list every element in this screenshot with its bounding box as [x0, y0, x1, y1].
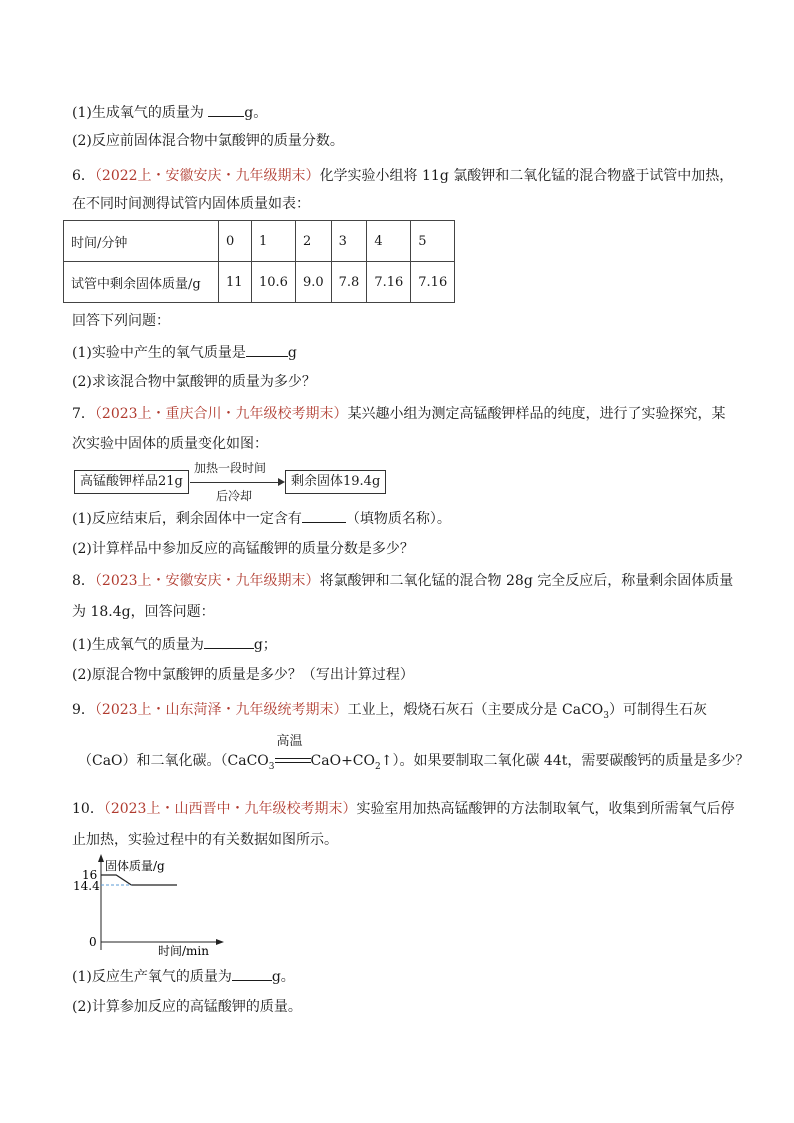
answer-blank[interactable] — [302, 508, 346, 523]
q10-mass-chart — [70, 850, 240, 960]
q9-source: （2023上・山东菏泽・九年级统考期末） — [94, 702, 348, 718]
table-cell: 5 — [411, 221, 455, 262]
y-tick-label: 0 — [89, 935, 97, 949]
q9-equation-line: （CaO）和二氧化碳。（CaCO$_3$ 高温 $CaO+CO_2↑$）。如果要制取二氧化碳 44t，需要碳酸钙的质量是多少？ — [78, 734, 750, 772]
table-row — [64, 221, 455, 262]
q6-source: （2022上・安徽安庆・九年级期末） — [94, 168, 320, 184]
x-axis-arrow-icon — [216, 939, 224, 945]
q10-source: （2023上・山西晋中・九年级校考期末） — [103, 801, 357, 817]
q8-part1: (1)生成氧气的质量为 g； — [72, 634, 277, 655]
table-cell: 2 — [295, 221, 331, 262]
q10-part1: (1)反应生产氧气的质量为 g。 — [72, 966, 295, 987]
q8-source: （2023上・安徽安庆・九年级期末） — [94, 573, 320, 589]
q6-stem: 6．（2022上・安徽安庆・九年级期末）化学实验小组将 11g 氯酸钾和二氧化锰的混合物盛于试管中加热， — [72, 168, 734, 184]
q6-stem-line2: 在不同时间测得试管内固体质量如表： — [72, 196, 310, 212]
flow-bottom-label: 后冷却 — [216, 489, 253, 503]
flow-top-label: 加热一段时间 — [194, 461, 267, 475]
q5-part2: (2)反应前固体混合物中氯酸钾的质量分数。 — [72, 133, 344, 149]
q9-stem: 9．（2023上・山东菏泽・九年级统考期末）工业上，煅烧石灰石（主要成分是 CaCO$_3$）可制得生石灰 — [72, 702, 707, 721]
q7-part1: (1)反应结束后，剩余固体中一定含有 （填物质名称）。 — [72, 508, 451, 529]
table-row — [64, 262, 455, 303]
table-cell: 0 — [219, 221, 252, 262]
q7-stem: 7．（2023上・重庆合川・九年级校考期末）某兴趣小组为测定高锰酸钾样品的纯度，进行了实验探究，某 — [72, 406, 726, 422]
table-cell: 10.6 — [252, 262, 296, 303]
table-cell: 3 — [331, 221, 367, 262]
answer-blank[interactable] — [232, 966, 272, 981]
y-axis-arrow-icon — [98, 854, 104, 862]
mass-series-line — [101, 875, 177, 885]
x-axis-label: 时间/min — [158, 944, 209, 958]
table-cell: 7.16 — [367, 262, 411, 303]
flow-arrow — [190, 482, 280, 483]
equals-bar — [275, 762, 311, 763]
y-tick-label: 14.4 — [73, 879, 100, 893]
table-cell: 4 — [367, 221, 411, 262]
answer-blank[interactable] — [204, 634, 254, 649]
q6-answer-prompt: 回答下列问题： — [72, 313, 170, 329]
answer-blank[interactable] — [208, 102, 244, 117]
q8-part2: (2)原混合物中氯酸钾的质量是多少？（写出计算过程） — [72, 667, 414, 683]
q10-stem-line2: 止加热，实验过程中的有关数据如图所示。 — [72, 832, 338, 848]
arrow-head-icon — [278, 478, 285, 486]
equals-bar — [275, 758, 311, 759]
q6-part2: (2)求该混合物中氯酸钾的质量为多少？ — [72, 374, 316, 390]
y-tick-label: 16 — [82, 868, 98, 882]
table-cell: 1 — [252, 221, 296, 262]
q6-data-table — [63, 220, 455, 303]
table-cell: 11 — [219, 262, 252, 303]
q7-stem-line2: 次实验中固体的质量变化如图： — [72, 436, 268, 452]
table-cell: 9.0 — [295, 262, 331, 303]
q10-part2: (2)计算参加反应的高锰酸钾的质量。 — [72, 999, 302, 1015]
q8-stem-line2: 为 18.4g，回答问题： — [72, 604, 215, 620]
reaction-condition — [275, 734, 311, 768]
q5-part1: (1)生成氧气的质量为 g。 — [72, 102, 267, 123]
q6-part1: (1)实验中产生的氧气质量是 g — [72, 342, 297, 363]
table-cell: 7.8 — [331, 262, 367, 303]
q10-stem: 10．（2023上・山西晋中・九年级校考期末）实验室用加热高锰酸钾的方法制取氧气，收集到所需氧气后停 — [72, 801, 735, 817]
table-header-time: 时间/分钟 — [64, 221, 219, 262]
answer-blank[interactable] — [246, 342, 288, 357]
q7-part2: (2)计算样品中参加反应的高锰酸钾的质量分数是多少？ — [72, 541, 414, 557]
condition-label: 高温 — [276, 734, 303, 749]
y-axis-label: 固体质量/g — [105, 859, 165, 873]
q8-stem: 8．（2023上・安徽安庆・九年级期末）将氯酸钾和二氧化锰的混合物 28g 完全反应后，称量剩余固体质量 — [72, 573, 734, 589]
q7-source: （2023上・重庆合川・九年级校考期末） — [94, 406, 348, 422]
table-cell: 7.16 — [411, 262, 455, 303]
table-header-mass: 试管中剩余固体质量/g — [64, 262, 219, 303]
flow-start-box: 高锰酸钾样品21g — [74, 470, 189, 494]
flow-end-box: 剩余固体19.4g — [285, 470, 386, 494]
